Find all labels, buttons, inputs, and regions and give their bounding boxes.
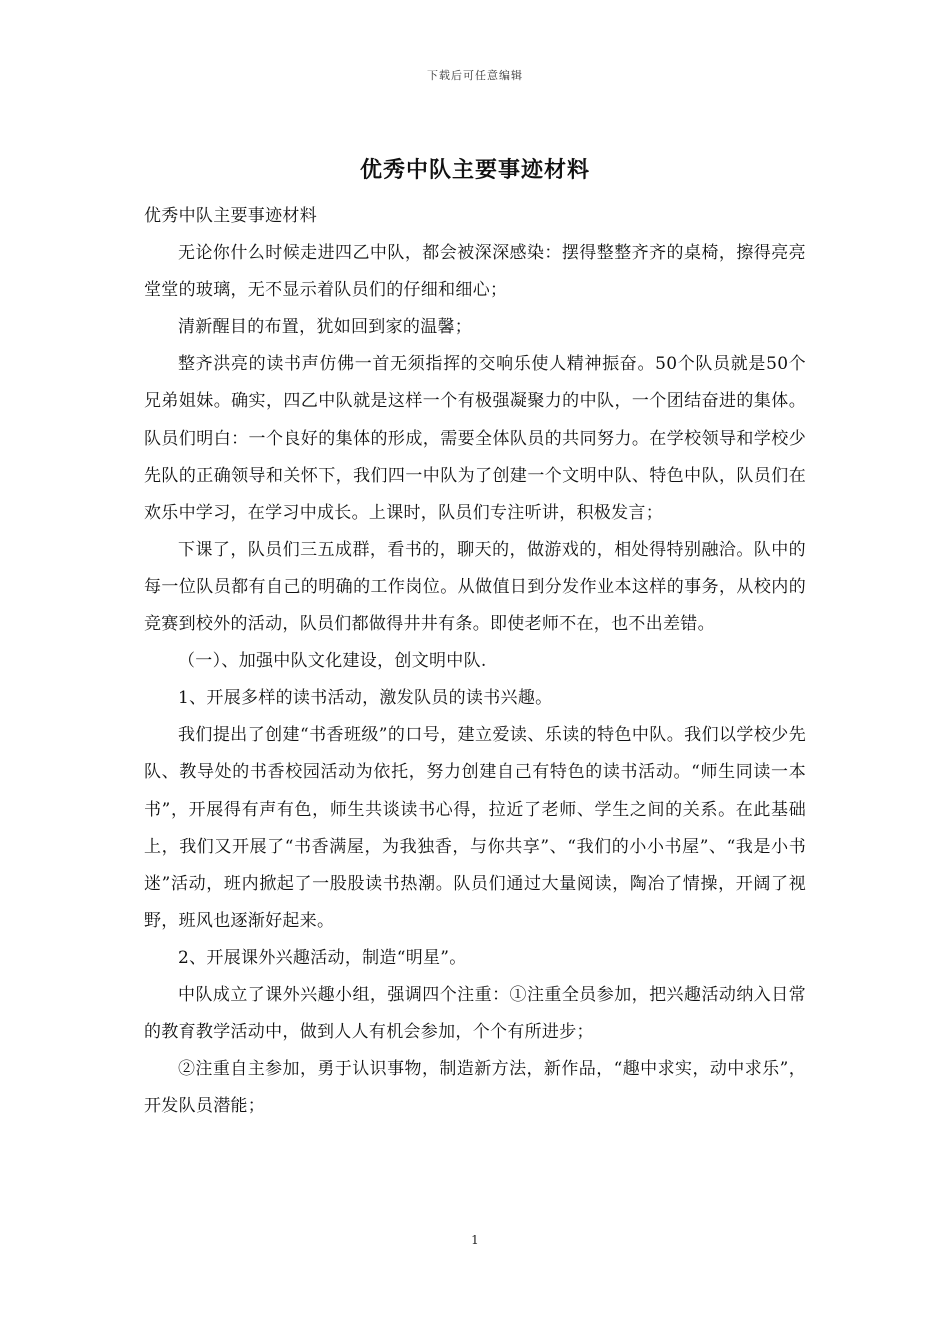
paragraph: 清新醒目的布置，犹如回到家的温馨； [178,317,473,338]
paragraph: 我们提出了创建“书香班级”的口号，建立爱读、乐读的特色中队。我们以学校少先队、教导处的书香校园活动为依托，努力创建自己有特色的读书活动。“师生同读一本书”，开展得有声有色，师生共谈读书心得，拉近了老师、学生之间的关系。在此基础上，我们又开展了“书香满屋，为我独香，与你共享”、“我们的小小书屋”、“我是小书迷”活动，班内掀起了一股股读书热潮。队员们通过大量阅读，陶冶了情操，开阔了视野，班风也逐渐好起来。 [144,725,806,931]
document-title: 优秀中队主要事迹材料 [359,157,590,183]
paragraph: 中队成立了课外兴趣小组，强调四个注重：①注重全员参加，把兴趣活动纳入日常的教育教学活动中，做到人人有机会参加，个个有所进步； [144,984,806,1043]
section-heading: （一）、加强中队文化建设，创文明中队. [178,651,487,672]
header-note: 下载后可任意编辑 [427,69,523,82]
paragraph: 优秀中队主要事迹材料 [144,206,317,226]
document-body [144,198,806,1125]
subsection-heading: 1、开展多样的读书活动，激发队员的读书兴趣。 [178,688,553,709]
paragraph: ②注重自主参加，勇于认识事物，制造新方法，新作品，“趣中求实，动中求乐”，开发队员潜能； [144,1059,806,1117]
paragraph: 整齐洪亮的读书声仿佛一首无须指挥的交响乐使人精神振奋。50个队员就是50个兄弟姐妹。确实，四乙中队就是这样一个有极强凝聚力的中队，一个团结奋进的集体。队员们明白：一个良好的集体的形成，需要全体队员的共同努力。在学校领导和学校少先队的正确领导和关怀下，我们四一中队为了创建一个文明中队、特色中队，队员们在欢乐中学习，在学习中成长。上课时，队员们专注听讲，积极发言； [144,354,806,523]
paragraph: 无论你什么时候走进四乙中队，都会被深深感染：摆得整整齐齐的桌椅，擦得亮亮堂堂的玻璃，无不显示着队员们的仔细和细心； [144,243,806,301]
subsection-heading: 2、开展课外兴趣活动，制造“明星”。 [178,947,467,968]
page-number: 1 [471,1233,479,1247]
paragraph: 下课了，队员们三五成群，看书的，聊天的，做游戏的，相处得特别融洽。队中的每一位队员都有自己的明确的工作岗位。从做值日到分发作业本这样的事务，从校内的竞赛到校外的活动，队员们都做得井井有条。即使老师不在，也不出差错。 [144,539,806,635]
